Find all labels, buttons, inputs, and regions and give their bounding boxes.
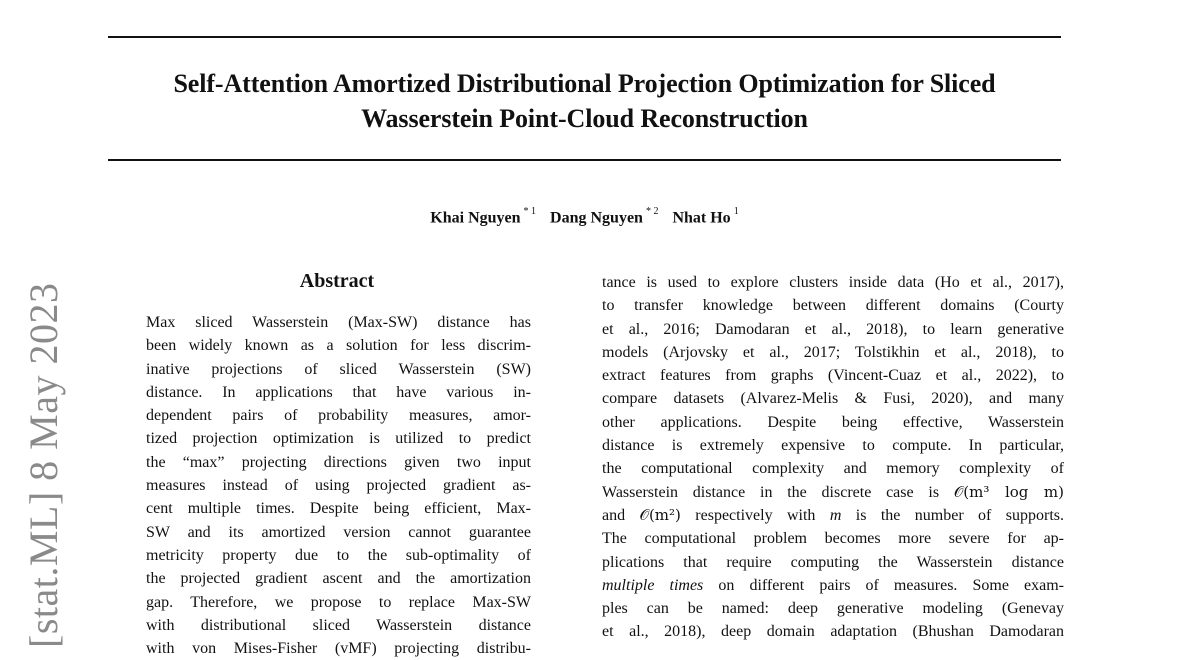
body-text: and [602,506,640,524]
title-line-1: Self-Attention Amortized Distributional Projection Optimization for Sliced [173,69,996,98]
author-affiliation: * 2 [645,206,659,217]
body-line: the computational complexity and memory complexity of [602,460,1064,478]
abstract-line: measures instead of using projected gradient as- [146,477,531,495]
abstract-line: the “max” projecting directions given two input [146,453,531,471]
author [430,202,536,230]
body-line: et al., 2018), deep domain adaptation (Bhushan Damodaran [602,623,1064,641]
author-name: Dang Nguyen [550,209,643,227]
body-text: on different pairs of measures. Some exam- [703,576,1065,594]
abstract-line: distance. In applications that have various in- [146,383,531,401]
title-bottom-rule [108,159,1061,161]
math-variable: m [829,506,842,524]
body-line: to transfer knowledge between different domains (Courty [602,297,1064,315]
body-text: Wasserstein distance in the discrete case is [602,483,954,501]
abstract-line: with von Mises-Fisher (vMF) projecting distribu- [146,640,531,658]
author-name: Nhat Ho [672,209,731,227]
complexity-formula: 𝒪(m³ log m) [953,482,1064,501]
author-list [108,202,1061,230]
abstract-line: dependent pairs of probability measures, amor- [146,407,531,425]
body-line: plications that require computing the Wasserstein distance [602,553,1064,571]
body-line: The computational problem becomes more severe for ap- [602,530,1064,548]
arxiv-stamp: [stat.ML] 8 May 2023 [21,282,66,648]
emphasis: multiple times [602,576,704,594]
abstract-line: the projected gradient ascent and the amortization [146,570,531,588]
body-line: compare datasets (Alvarez-Melis & Fusi, 2020), and many [602,390,1064,408]
author-affiliation: * 1 [523,206,537,217]
abstract-line: inative projections of sliced Wasserstein (SW) [146,360,531,378]
body-line: extract features from graphs (Vincent-Cuaz et al., 2022), to [602,367,1064,385]
body-line: tance is used to explore clusters inside data (Ho et al., 2017), [602,274,1064,291]
abstract-line: Max sliced Wasserstein (Max-SW) distance has [146,314,531,331]
title-line-2: Wasserstein Point-Cloud Reconstruction [361,104,808,133]
author-affiliation: 1 [733,206,739,217]
abstract-line: been widely known as a solution for less discrim- [146,337,531,355]
author-name: Khai Nguyen [430,209,521,227]
abstract-body [146,311,531,660]
body-line: et al., 2016; Damodaran et al., 2018), to learn generative [602,320,1064,338]
abstract-line: SW and its amortized version cannot guarantee [146,523,531,541]
body-text: respectively with [680,506,830,524]
top-rule [108,36,1061,38]
paper-title [108,66,1061,136]
abstract-line: with distributional sliced Wasserstein distance [146,616,531,634]
body-line: models (Arjovsky et al., 2017; Tolstikhin et al., 2018), to [602,343,1064,361]
body-line-with-math [602,504,1064,527]
body-line: distance is extremely expensive to compute. In particular, [602,437,1064,455]
abstract-heading: Abstract [299,270,375,292]
author [550,202,658,230]
introduction-body [602,271,1064,644]
abstract-line: metricity property due to the sub-optimality of [146,546,531,564]
body-line-with-math [602,481,1064,504]
body-line: other applications. Despite being effective, Wasserstein [602,413,1064,431]
abstract-line: gap. Therefore, we propose to replace Max-SW [146,593,531,611]
abstract-line: tized projection optimization is utilized to predict [146,430,531,448]
abstract-line: cent multiple times. Despite being efficient, Max- [146,500,531,518]
body-line: ples can be named: deep generative modeling (Genevay [602,600,1064,618]
body-line-with-emphasis [602,574,1064,597]
author [672,202,738,230]
body-text: is the number of supports. [841,506,1064,524]
memory-formula: 𝒪(m²) [639,505,681,524]
